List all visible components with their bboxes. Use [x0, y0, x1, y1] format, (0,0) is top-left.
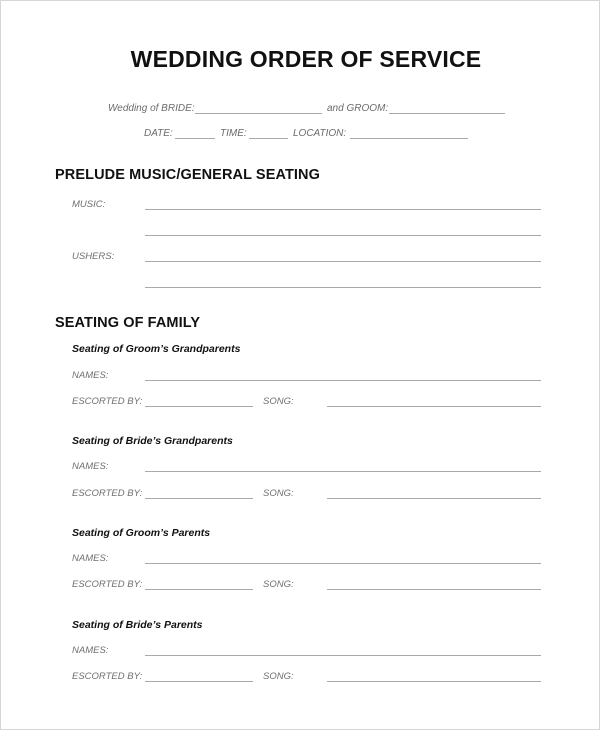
date-label: DATE: [144, 128, 173, 139]
names-label: NAMES: [72, 645, 109, 656]
names-field[interactable] [145, 380, 541, 381]
prelude-section-heading: PRELUDE MUSIC/GENERAL SEATING [55, 167, 320, 183]
escorted-by-label: ESCORTED BY: [72, 488, 143, 499]
music-field-line-1[interactable] [145, 209, 541, 210]
group-title-brides-grandparents: Seating of Bride’s Grandparents [72, 435, 233, 447]
time-field[interactable] [249, 138, 288, 139]
family-section-heading: SEATING OF FAMILY [55, 315, 201, 331]
song-field[interactable] [327, 406, 541, 407]
song-field[interactable] [327, 498, 541, 499]
song-field[interactable] [327, 589, 541, 590]
ushers-label: USHERS: [72, 251, 115, 262]
escorted-by-label: ESCORTED BY: [72, 671, 143, 682]
song-label: SONG: [263, 579, 294, 590]
escorted-by-field[interactable] [145, 589, 253, 590]
song-field[interactable] [327, 681, 541, 682]
page-title: WEDDING ORDER OF SERVICE [130, 46, 482, 72]
names-label: NAMES: [72, 553, 109, 564]
names-field[interactable] [145, 655, 541, 656]
escorted-by-label: ESCORTED BY: [72, 396, 143, 407]
groom-name-field[interactable] [389, 113, 505, 114]
group-title-grooms-parents: Seating of Groom’s Parents [72, 527, 211, 539]
names-field[interactable] [145, 563, 541, 564]
date-field[interactable] [175, 138, 215, 139]
ushers-field-line-1[interactable] [145, 261, 541, 262]
escorted-by-label: ESCORTED BY: [72, 579, 143, 590]
time-label: TIME: [220, 128, 247, 139]
song-label: SONG: [263, 671, 294, 682]
group-title-grooms-grandparents: Seating of Groom’s Grandparents [72, 343, 241, 355]
song-label: SONG: [263, 488, 294, 499]
names-field[interactable] [145, 471, 541, 472]
ushers-field-line-2[interactable] [145, 287, 541, 288]
escorted-by-field[interactable] [145, 406, 253, 407]
escorted-by-field[interactable] [145, 498, 253, 499]
song-label: SONG: [263, 396, 294, 407]
music-label: MUSIC: [72, 199, 106, 210]
music-field-line-2[interactable] [145, 235, 541, 236]
escorted-by-field[interactable] [145, 681, 253, 682]
location-label: LOCATION: [293, 128, 347, 139]
bride-name-field[interactable] [195, 113, 322, 114]
wedding-of-bride-label: Wedding of BRIDE: [108, 103, 195, 114]
location-field[interactable] [350, 138, 468, 139]
names-label: NAMES: [72, 461, 109, 472]
and-groom-label: and GROOM: [327, 103, 389, 114]
group-title-brides-parents: Seating of Bride’s Parents [72, 619, 203, 631]
names-label: NAMES: [72, 370, 109, 381]
